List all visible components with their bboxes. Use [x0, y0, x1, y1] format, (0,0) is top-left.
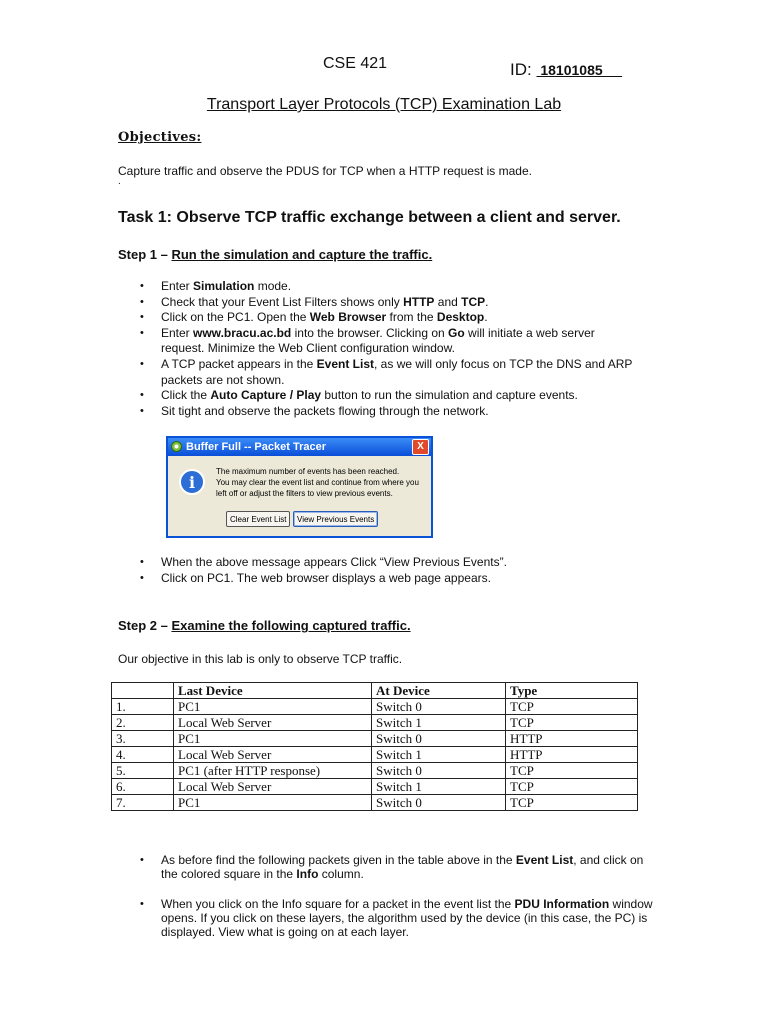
- dialog-title: Buffer Full -- Packet Tracer: [186, 441, 326, 453]
- cell-type: TCP: [506, 779, 638, 795]
- cell-at-device: Switch 0: [372, 795, 506, 811]
- list-item: • When the above message appears Click “View Previous Events”.: [118, 555, 638, 571]
- cell-at-device: Switch 0: [372, 763, 506, 779]
- dialog-message-line: left off or adjust the filters to view previous events.: [216, 489, 393, 498]
- dialog-titlebar: [168, 438, 431, 456]
- cell-index: 6.: [112, 779, 174, 795]
- column-header-at-device: At Device: [372, 683, 506, 699]
- list-item: • Enter Simulation mode.: [118, 279, 638, 295]
- cell-index: 3.: [112, 731, 174, 747]
- column-header-index: [112, 683, 174, 699]
- step1-heading: [118, 247, 432, 262]
- column-header-last-device: Last Device: [174, 683, 372, 699]
- captured-traffic-table: [111, 682, 638, 811]
- list-item: • Check that your Event List Filters shows only HTTP and TCP.: [118, 295, 638, 311]
- cell-type: TCP: [506, 795, 638, 811]
- cell-type: TCP: [506, 715, 638, 731]
- dialog-message-line: The maximum number of events has been reached.: [216, 467, 400, 476]
- document-title: Transport Layer Protocols (TCP) Examination Lab: [206, 96, 562, 113]
- cell-last-device: Local Web Server: [174, 779, 372, 795]
- cell-at-device: Switch 1: [372, 779, 506, 795]
- table-row: [112, 731, 638, 747]
- cell-type: HTTP: [506, 731, 638, 747]
- student-id-line: [510, 60, 622, 80]
- list-item: • Click on PC1. The web browser displays a web page appears.: [118, 571, 638, 587]
- task1-heading: Task 1: Observe TCP traffic exchange between a client and server.: [118, 209, 621, 226]
- step1-prefix: Step 1 –: [118, 247, 172, 262]
- table-row: [112, 715, 638, 731]
- cell-index: 7.: [112, 795, 174, 811]
- table-row: [112, 779, 638, 795]
- table-row: [112, 699, 638, 715]
- step1-title: Run the simulation and capture the traffic.: [171, 247, 433, 262]
- notes-list-2: [118, 897, 658, 939]
- cell-type: TCP: [506, 763, 638, 779]
- view-previous-events-button[interactable]: View Previous Events: [293, 511, 378, 527]
- close-icon[interactable]: X: [412, 439, 429, 455]
- cell-last-device: PC1: [174, 699, 372, 715]
- objectives-mark: .: [118, 176, 121, 187]
- cell-last-device: Local Web Server: [174, 747, 372, 763]
- cell-index: 4.: [112, 747, 174, 763]
- cell-last-device: PC1: [174, 731, 372, 747]
- list-item: • When you click on the Info square for a packet in the event list the PDU Information window opens. If you click on these layers, the algorithm used by the device (in this case, the PC) is displayed. View what is going on at each layer.: [118, 897, 658, 939]
- cell-type: TCP: [506, 699, 638, 715]
- cell-last-device: Local Web Server: [174, 715, 372, 731]
- step2-prefix: Step 2 –: [118, 618, 172, 633]
- cell-last-device: PC1: [174, 795, 372, 811]
- info-icon: [178, 468, 206, 496]
- buffer-full-dialog: [166, 436, 433, 538]
- objectives-heading: Objectives:: [118, 130, 202, 145]
- table-row: [112, 763, 638, 779]
- table-row: [112, 747, 638, 763]
- dialog-message-line: You may clear the event list and continue from where you: [216, 478, 419, 487]
- table-row: [112, 795, 638, 811]
- step1-after-list: [118, 555, 638, 586]
- cell-last-device: PC1 (after HTTP response): [174, 763, 372, 779]
- objectives-text: Capture traffic and observe the PDUS for TCP when a HTTP request is made.: [118, 164, 532, 178]
- cell-at-device: Switch 1: [372, 747, 506, 763]
- course-code: CSE 421: [323, 55, 388, 72]
- step2-intro: Our objective in this lab is only to observe TCP traffic.: [118, 652, 403, 666]
- list-item: • A TCP packet appears in the Event List, as we will only focus on TCP the DNS and ARP packets are not shown.: [118, 357, 638, 388]
- info-glyph: i: [188, 473, 196, 492]
- step1-bullet-list: [118, 279, 638, 419]
- packet-tracer-icon: [171, 441, 182, 452]
- step2-heading: [118, 618, 411, 633]
- column-header-type: Type: [506, 683, 638, 699]
- cell-index: 1.: [112, 699, 174, 715]
- list-item: • Enter www.bracu.ac.bd into the browser. Clicking on Go will initiate a web server request. Minimize the Web Client configuration window.: [118, 326, 638, 357]
- dialog-message: [216, 466, 419, 499]
- list-item: • Click the Auto Capture / Play button to run the simulation and capture events.: [118, 388, 638, 404]
- id-value: 18101085: [536, 62, 623, 78]
- cell-at-device: Switch 0: [372, 731, 506, 747]
- list-item: • Sit tight and observe the packets flowing through the network.: [118, 404, 638, 420]
- cell-at-device: Switch 1: [372, 715, 506, 731]
- step2-title: Examine the following captured traffic.: [171, 618, 411, 633]
- cell-type: HTTP: [506, 747, 638, 763]
- id-label: ID:: [510, 60, 532, 79]
- list-item: • Click on the PC1. Open the Web Browser from the Desktop.: [118, 310, 638, 326]
- clear-event-list-button[interactable]: Clear Event List: [226, 511, 290, 527]
- cell-index: 2.: [112, 715, 174, 731]
- cell-at-device: Switch 0: [372, 699, 506, 715]
- table-header-row: [112, 683, 638, 699]
- list-item: • As before find the following packets given in the table above in the Event List, and click on the colored square in the Info column.: [118, 853, 658, 881]
- cell-index: 5.: [112, 763, 174, 779]
- notes-list-1: [118, 853, 658, 881]
